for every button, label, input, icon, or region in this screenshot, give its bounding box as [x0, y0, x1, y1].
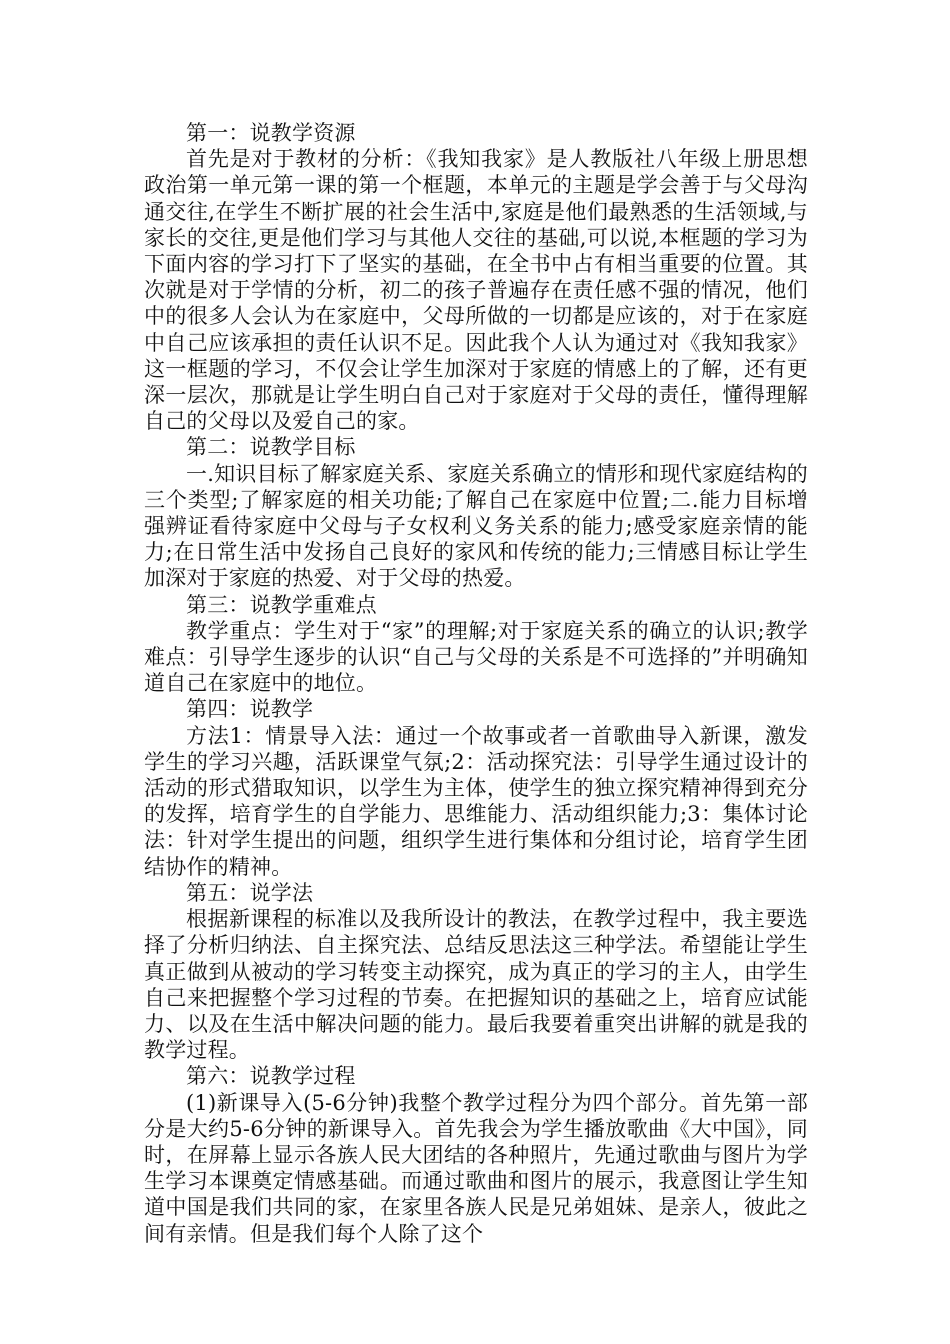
document-page	[144, 120, 808, 1247]
section-heading-3: 第三：说教学重难点	[186, 592, 377, 617]
section-heading-5: 第五：说学法	[186, 880, 314, 905]
section-heading-2: 第二：说教学目标	[186, 435, 356, 460]
section-paragraph-6: (1)新课导入(5-6分钟)我整个教学过程分为四个部分。首先第一部分是大约5-6分钟的新课导入。首先我会为学生播放歌曲《大中国》，同时，在屏幕上显示各族人民大团结的各种照片，先通过歌曲与图片为学生学习本课奠定情感基础。而通过歌曲和图片的展示，我意图让学生知道中国是我们共同的家，在家里各族人民是兄弟姐妹、是亲人，彼此之间有亲情。但是我们每个人除了这个	[144, 1090, 808, 1246]
section-paragraph-4: 方法1：情景导入法：通过一个故事或者一首歌曲导入新课，激发学生的学习兴趣，活跃课堂气氛;2：活动探究法：引导学生通过设计的活动的形式猎取知识，以学生为主体，使学生的独立探究精神得到充分的发挥，培育学生的自学能力、思维能力、活动组织能力;3：集体讨论法：针对学生提出的问题，组织学生进行集体和分组讨论，培育学生团结协作的精神。	[144, 723, 808, 879]
section-paragraph-5: 根据新课程的标准以及我所设计的教法，在教学过程中，我主要选择了分析归纳法、自主探究法、总结反思法这三种学法。希望能让学生真正做到从被动的学习转变主动探究，成为真正的学习的主人，由学生自己来把握整个学习过程的节奏。在把握知识的基础之上，培育应试能力、以及在生活中解决问题的能力。最后我要着重突出讲解的就是我的教学过程。	[144, 907, 808, 1063]
section-heading-1: 第一：说教学资源	[186, 121, 356, 145]
section-heading-4: 第四：说教学	[186, 697, 314, 722]
section-heading-6: 第六：说教学过程	[186, 1064, 356, 1089]
section-paragraph-3: 教学重点：学生对于“家”的理解;对于家庭关系的确立的认识;教学难点：引导学生逐步的认识“自己与父母的关系是不可选择的”并明确知道自己在家庭中的地位。	[144, 618, 808, 696]
section-paragraph-2: 一.知识目标了解家庭关系、家庭关系确立的情形和现代家庭结构的三个类型;了解家庭的相关功能;了解自己在家庭中位置;二.能力目标增强辨证看待家庭中父母与子女权利义务关系的能力;感受家庭亲情的能力;在日常生活中发扬自己良好的家风和传统的能力;三情感目标让学生加深对于家庭的热爱、对于父母的热爱。	[144, 461, 808, 591]
section-paragraph-1: 首先是对于教材的分析：《我知我家》是人教版社八年级上册思想政治第一单元第一课的第一个框题，本单元的主题是学会善于与父母沟通交往,在学生不断扩展的社会生活中,家庭是他们最熟悉的生活领域,与家长的交往,更是他们学习与其他人交往的基础,可以说,本框题的学习为下面内容的学习打下了坚实的基础，在全书中占有相当重要的位置。其次就是对于学情的分析，初二的孩子普遍存在责任感不强的情况，他们中的很多人会认为在家庭中，父母所做的一切都是应该的，对于在家庭中自己应该承担的责任认识不足。因此我个人认为通过对《我知我家》这一框题的学习，不仅会让学生加深对于家庭的情感上的了解，还有更深一层次，那就是让学生明白自己对于家庭对于父母的责任，懂得理解自己的父母以及爱自己的家。	[144, 147, 808, 434]
